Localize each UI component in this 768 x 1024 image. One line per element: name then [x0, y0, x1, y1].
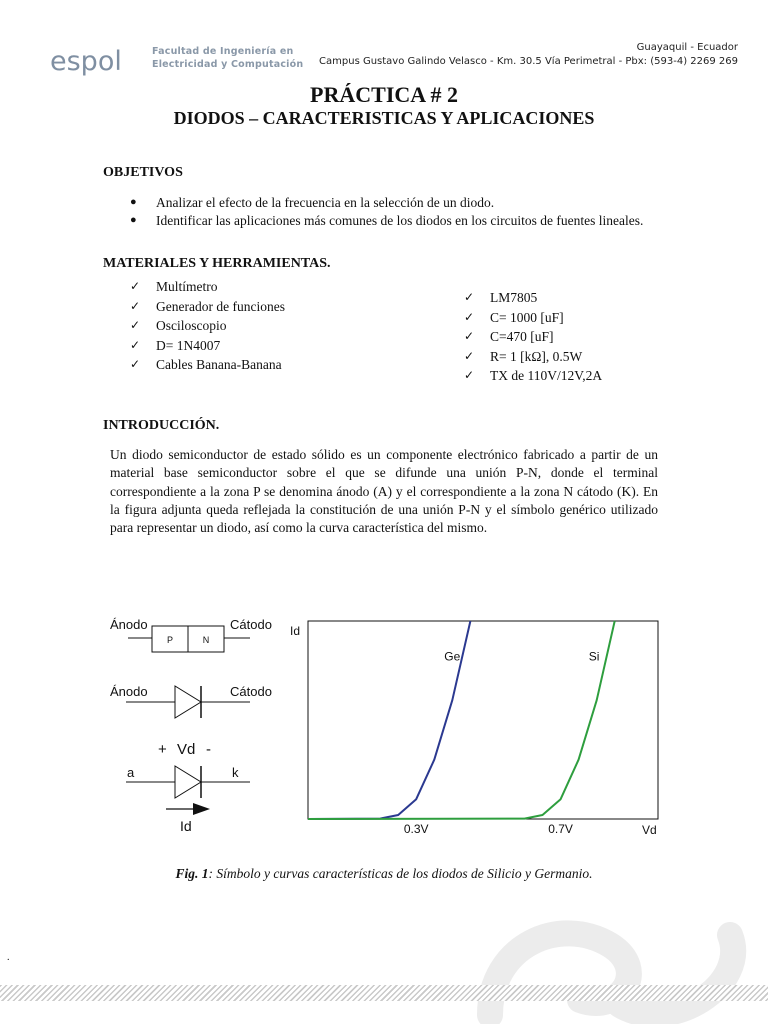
materials-heading: MATERIALES Y HERRAMIENTAS.	[103, 256, 331, 271]
objective-item	[130, 194, 670, 211]
page-subtitle: DIODOS – CARACTERISTICAS Y APLICACIONES	[173, 108, 595, 128]
material-text: Multímetro	[156, 279, 218, 294]
material-text: C=470 [uF]	[490, 329, 554, 344]
objective-item	[130, 212, 670, 229]
material-item	[130, 277, 430, 297]
p-region-label: P	[166, 635, 174, 645]
material-text: C= 1000 [uF]	[490, 309, 564, 325]
material-text: Generador de funciones	[156, 298, 285, 314]
material-text: Cables Banana-Banana	[156, 357, 282, 372]
current-arrow-head	[193, 803, 210, 815]
material-text: R= 1 [kΩ], 0.5W	[490, 348, 583, 364]
caption-label: Fig. 1	[175, 866, 209, 881]
checkmark-icon: ✓	[130, 279, 141, 293]
intro-heading: INTRODUCCIÓN.	[103, 418, 220, 433]
faculty-line-1: Facultad de Ingeniería en	[152, 46, 294, 57]
checkmark-icon: ✓	[464, 309, 475, 324]
anode-a-label: a	[127, 765, 135, 780]
material-text: LM7805	[490, 290, 538, 305]
logo-text: espol	[50, 46, 122, 77]
bullet-icon: ●	[130, 196, 137, 208]
objectives-list	[130, 194, 670, 230]
si-curve	[308, 621, 615, 819]
caption-text: : Símbolo y curvas características de los diodos de Silicio y Germanio.	[208, 866, 593, 881]
material-item	[130, 336, 430, 356]
faculty-line-2: Electricidad y Computación	[152, 59, 304, 70]
material-item	[130, 355, 430, 375]
figure-caption	[0, 866, 768, 882]
material-item	[464, 327, 724, 347]
vd-label: Vd	[177, 741, 196, 758]
materials-list-left	[130, 277, 430, 375]
footer-dot: .	[7, 952, 10, 963]
material-item	[130, 297, 430, 317]
checkmark-icon: ✓	[464, 368, 475, 382]
objective-text: Analizar el efecto de la frecuencia en la selección de un diodo.	[156, 195, 495, 210]
header-address: Campus Gustavo Galindo Velasco - Km. 30.5 Vía Perimetral - Pbx: (593-4) 2269 269	[319, 56, 738, 67]
ge-curve-label: Ge	[444, 649, 461, 664]
intro-paragraph: Un diodo semiconductor de estado sólido es un componente electrónico fabricado a partir de un material base semiconductor sobre el que se difunde una unión P-N, donde el terminal correspondiente a la zona P se denomina ánodo (A) y el correspondiente a la zona N cátodo (K). En la figura adjunta queda reflejada la constitución de una unión P-N y el símbolo genérico utilizado para representar un diodo, así como la curva característica del mismo.	[110, 447, 658, 536]
vd-plus: +	[158, 741, 167, 758]
si-curve-label: Si	[588, 649, 600, 664]
material-text: TX de 110V/12V,2A	[490, 368, 603, 383]
material-item	[464, 366, 724, 386]
n-region-label: N	[202, 635, 210, 645]
checkmark-icon: ✓	[130, 357, 141, 371]
objectives-heading: OBJETIVOS	[103, 165, 183, 180]
checkmark-icon: ✓	[130, 337, 141, 352]
header-contact	[319, 41, 738, 69]
materials-list-right	[464, 288, 724, 386]
anode-label: Ánodo	[110, 617, 148, 632]
x-tick-label: 0.7V	[548, 822, 573, 836]
chart-frame	[308, 621, 658, 819]
diode-symbols-figure	[100, 612, 300, 842]
material-text: D= 1N4007	[156, 337, 221, 353]
checkmark-icon: ✓	[464, 290, 475, 304]
cathode-label-2: Cátodo	[230, 684, 272, 699]
anode-label-2: Ánodo	[110, 684, 148, 699]
current-id-label: Id	[180, 818, 192, 834]
checkmark-icon: ✓	[464, 348, 475, 363]
iv-curve-chart	[286, 612, 666, 842]
header-city: Guayaquil - Ecuador	[636, 42, 738, 53]
material-item	[464, 308, 724, 328]
vd-minus: -	[206, 741, 211, 758]
page-title: PRÁCTICA # 2	[310, 82, 458, 107]
checkmark-icon: ✓	[130, 318, 141, 332]
faculty-name	[152, 45, 303, 71]
material-item	[464, 288, 724, 308]
cathode-k-label: k	[232, 765, 239, 780]
cathode-label: Cátodo	[230, 617, 272, 632]
espol-logo	[50, 44, 140, 78]
material-item	[130, 316, 430, 336]
watermark-logo	[470, 905, 768, 1024]
bullet-icon: ●	[130, 214, 137, 226]
x-tick-label: 0.3V	[403, 822, 429, 836]
diode-triangle	[175, 686, 201, 718]
material-item	[464, 347, 724, 367]
diode-triangle-2	[175, 766, 201, 798]
y-axis-label: Id	[290, 624, 301, 638]
x-axis-label: Vd	[642, 823, 657, 837]
checkmark-icon: ✓	[130, 298, 141, 313]
objective-text: Identificar las aplicaciones más comunes de los diodos en los circuitos de fuentes lineales.	[156, 213, 644, 228]
footer-stripe	[0, 985, 768, 1001]
material-text: Osciloscopio	[156, 318, 227, 333]
checkmark-icon: ✓	[464, 329, 475, 343]
